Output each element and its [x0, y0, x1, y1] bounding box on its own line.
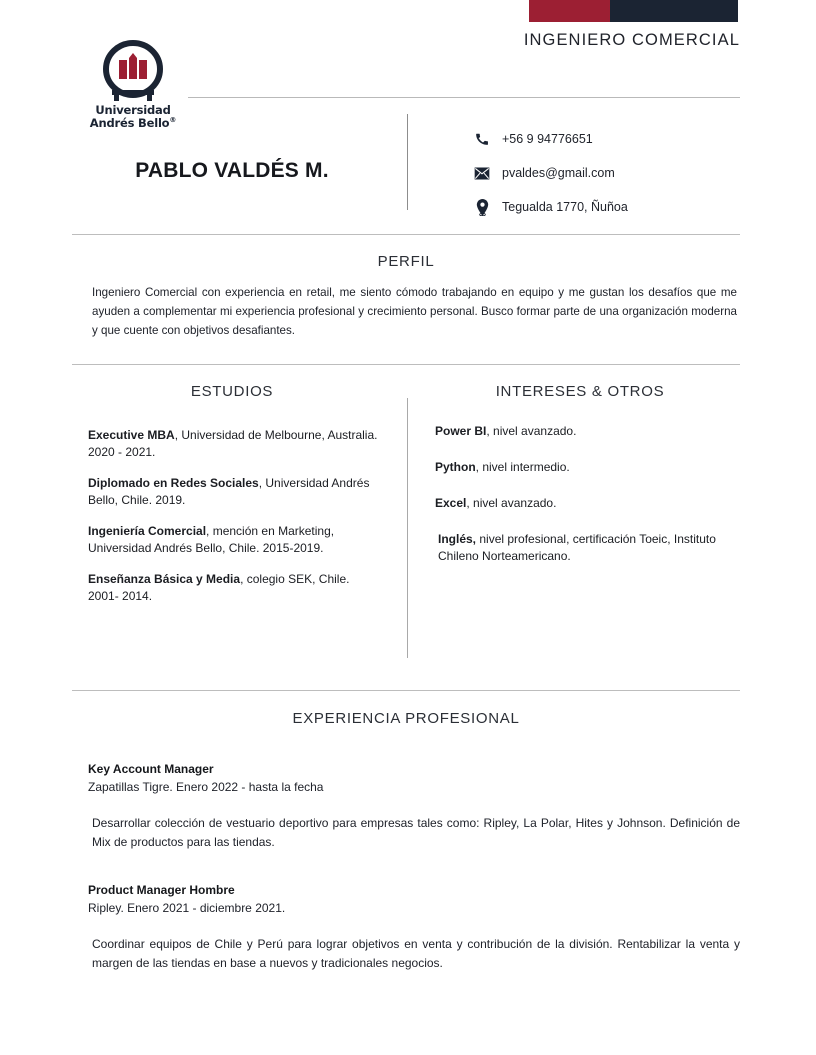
mid-vertical-divider: [407, 398, 408, 658]
list-item: [435, 531, 725, 565]
estudios-item-title: Ingeniería Comercial: [88, 524, 207, 539]
intereses-item-title: Power BI: [435, 424, 487, 438]
estudios-item-title: Diplomado en Redes Sociales: [88, 476, 259, 491]
list-item: [435, 495, 725, 512]
intereses-heading: INTERESES & OTROS: [495, 383, 665, 400]
header-vertical-divider: [407, 114, 408, 210]
intereses-list: [435, 423, 725, 584]
intereses-item-detail: nivel profesional, certificación Toeic, Instituto Chileno Norteamericano.: [438, 532, 716, 564]
contact-row-address[interactable]: [470, 190, 750, 224]
list-item: [88, 571, 378, 605]
top-color-bars: [0, 0, 816, 22]
contact-block: [470, 122, 750, 224]
unab-crest-icon: [78, 40, 188, 102]
header-divider: [188, 97, 740, 98]
estudios-item-title: Executive MBA: [88, 428, 175, 442]
person-name: PABLO VALDÉS M.: [135, 159, 329, 182]
contact-row-email[interactable]: [470, 156, 750, 190]
experience-role: Key Account Manager: [88, 762, 214, 776]
estudios-list: [88, 427, 378, 619]
experience-entry: [88, 760, 740, 851]
experience-description: Desarrollar colección de vestuario deportivo para empresas tales como: Ripley, La Polar, Hites y Johnson. Definición de Mix de productos para las tiendas.: [92, 816, 740, 849]
list-item: [88, 475, 378, 509]
location-pin-icon: [470, 199, 494, 216]
logo-line-2: Andrés Bello: [89, 115, 170, 130]
accent-bar-red: [529, 0, 610, 22]
list-item: [435, 459, 725, 476]
experience-meta: Ripley. Enero 2021 - diciembre 2021.: [88, 901, 286, 916]
experiencia-section-divider: [72, 690, 740, 691]
estudios-item-detail: , Universidad de Melbourne, Australia. 2020 - 2021.: [88, 428, 378, 460]
estudios-heading: ESTUDIOS: [190, 383, 274, 400]
intereses-item-title: Excel: [435, 496, 467, 511]
logo-registered-mark: ®: [169, 116, 177, 125]
list-item: [88, 523, 378, 557]
university-logo-text: [78, 104, 188, 130]
job-title: INGENIERO COMERCIAL: [523, 31, 740, 49]
experience-description: Coordinar equipos de Chile y Perú para lograr objetivos en venta y contribución de la división. Rentabilizar la venta y margen de las tiendas en base a nuevos y tradicionales negocios.: [92, 937, 740, 970]
perfil-section-divider: [72, 234, 740, 235]
list-item: [88, 427, 378, 461]
perfil-body-text: Ingeniero Comercial con experiencia en retail, me siento cómodo trabajando en equipo y me gustan los desafíos que me ayuden a complementar mi experiencia profesional y crecimiento personal. Busco formar parte de una organización moderna y que cuente con objetivos desafiantes.: [92, 286, 737, 337]
contact-row-phone[interactable]: [470, 122, 750, 156]
experiencia-list: [88, 760, 740, 994]
intereses-item-detail: , nivel avanzado.: [486, 424, 577, 438]
experience-meta: Zapatillas Tigre. Enero 2022 - hasta la fecha: [88, 780, 324, 794]
contact-phone-value: +56 9 94776651: [502, 132, 593, 146]
estudios-item-detail: , Universidad Andrés Bello, Chile. 2019.: [88, 476, 370, 508]
mid-section-divider: [72, 364, 740, 365]
experiencia-heading: EXPERIENCIA PROFESIONAL: [292, 710, 520, 727]
logo-line-1: Universidad: [95, 103, 171, 117]
intereses-item-title: Python: [435, 460, 476, 475]
estudios-item-detail: , colegio SEK, Chile. 2001- 2014.: [88, 572, 350, 604]
contact-email-value: pvaldes@gmail.com: [502, 166, 615, 180]
experience-entry: [88, 881, 740, 972]
envelope-icon: [470, 167, 494, 180]
intereses-item-detail: , nivel avanzado.: [466, 496, 557, 511]
perfil-heading: PERFIL: [377, 253, 435, 270]
list-item: [435, 423, 725, 440]
experience-role: Product Manager Hombre: [88, 883, 235, 898]
estudios-item-title: Enseñanza Básica y Media: [88, 572, 241, 587]
contact-address-value: Tegualda 1770, Ñuñoa: [502, 200, 628, 214]
estudios-item-detail: , mención en Marketing, Universidad Andrés Bello, Chile. 2015-2019.: [88, 524, 335, 556]
phone-icon: [470, 132, 494, 146]
intereses-item-title: Inglés,: [438, 532, 477, 547]
accent-bar-navy: [610, 0, 738, 22]
intereses-item-detail: , nivel intermedio.: [475, 460, 570, 475]
university-logo: [78, 40, 188, 130]
